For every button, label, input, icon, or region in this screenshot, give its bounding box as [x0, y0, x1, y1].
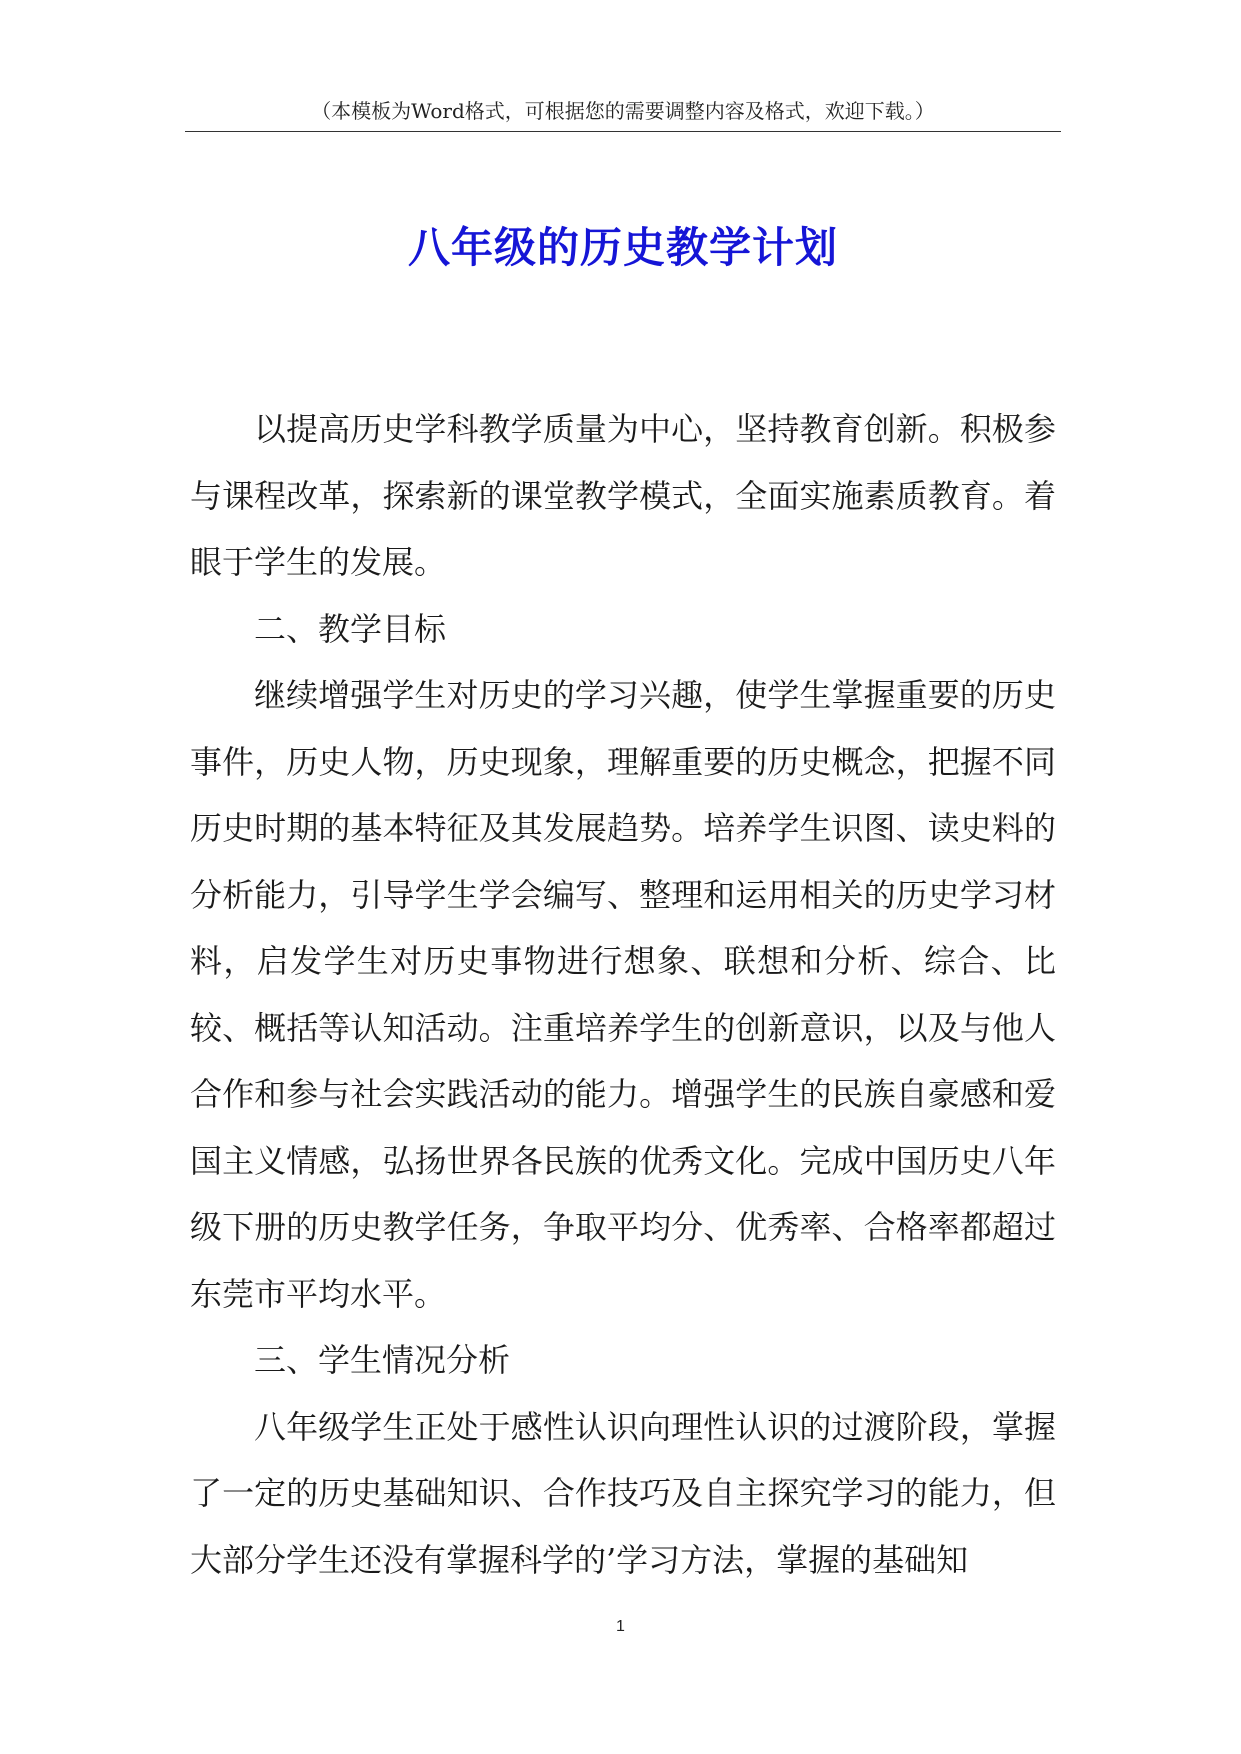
page-number: 1	[616, 1618, 625, 1635]
intro-paragraph: 以提高历史学科教学质量为中心，坚持教育创新。积极参与课程改革，探索新的课堂教学模式，全面实施素质教育。着眼于学生的发展。	[190, 410, 1056, 581]
student-analysis-paragraph: 八年级学生正处于感性认识向理性认识的过渡阶段，掌握了一定的历史基础知识、合作技巧及自主探究学习的能力，但大部分学生还没有掌握科学的’学习方法，掌握的基础知	[190, 1407, 1056, 1579]
document-title: 八年级的历史教学计划	[407, 223, 838, 272]
template-note: （本模板为Word格式，可根据您的需要调整内容及格式，欢迎下载。）	[311, 99, 935, 123]
section-heading-student-analysis: 三、学生情况分析	[254, 1341, 511, 1379]
section-heading-teaching-goals: 二、教学目标	[254, 609, 447, 648]
document-body	[190, 396, 1056, 1593]
header-divider	[185, 131, 1061, 132]
teaching-goals-paragraph: 继续增强学生对历史的学习兴趣，使学生掌握重要的历史事件，历史人物，历史现象，理解重要的历史概念，把握不同历史时期的基本特征及其发展趋势。培养学生识图、读史料的分析能力，引导学生学会编写、整理和运用相关的历史学习材料，启发学生对历史事物进行想象、联想和分析、综合、比较、概括等认知活动。注重培养学生的创新意识，以及与他人合作和参与社会实践活动的能力。增强学生的民族自豪感和爱国主义情感，弘扬世界各民族的优秀文化。完成中国历史八年级下册的历史教学任务，争取平均分、优秀率、合格率都超过东莞市平均水平。	[190, 676, 1056, 1313]
